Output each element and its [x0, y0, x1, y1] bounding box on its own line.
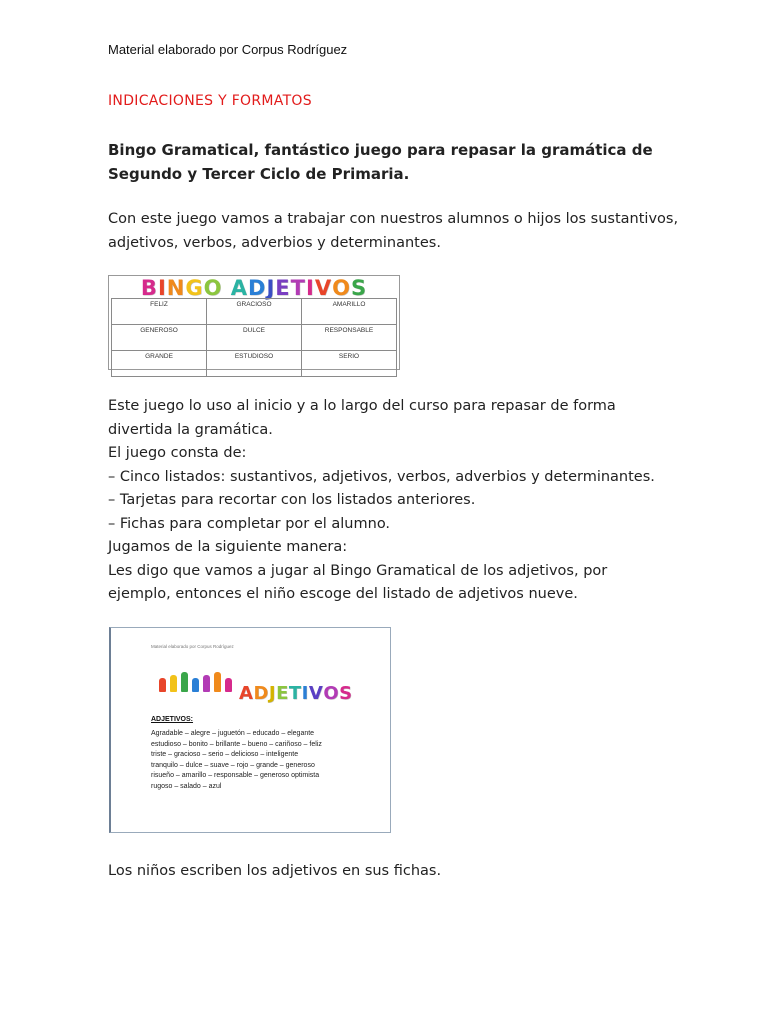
- title-letter: O: [203, 276, 223, 300]
- child-figure: [203, 675, 210, 692]
- child-figure: [170, 675, 177, 692]
- bingo-cell: AMARILLO: [302, 299, 397, 325]
- child-figure: [192, 678, 199, 692]
- children-illustration: [159, 666, 239, 692]
- title-letter: G: [185, 276, 204, 300]
- title-letter: N: [166, 276, 186, 300]
- bingo-cell: ESTUDIOSO: [207, 351, 302, 377]
- title-letter: B: [140, 276, 158, 300]
- bingo-row: [112, 299, 397, 325]
- thumbnail-header-note: Material elaborado por Corpus Rodríguez: [151, 644, 234, 649]
- title-letter: [222, 276, 230, 300]
- title-letter: S: [350, 276, 368, 300]
- child-figure: [181, 672, 188, 692]
- title-letter: D: [248, 276, 267, 300]
- child-figure: [159, 678, 166, 692]
- bingo-cell: GRACIOSO: [207, 299, 302, 325]
- bingo-card-image: [108, 275, 400, 370]
- thumbnail-heading: ADJETIVOS:: [151, 716, 194, 723]
- title-letter: T: [288, 683, 302, 704]
- title-letter: O: [323, 683, 340, 704]
- intro-title: Bingo Gramatical, fantástico juego para repasar la gramática de Segundo y Tercer Ciclo de Primaria.: [108, 141, 653, 183]
- section-title: INDICACIONES Y FORMATOS: [108, 93, 312, 109]
- thumbnail-word-list: [151, 729, 383, 793]
- bingo-cell: FELIZ: [112, 299, 207, 325]
- body-line: Les digo que vamos a jugar al Bingo Gramatical de los adjetivos, por: [108, 562, 608, 579]
- body-line: divertida la gramática.: [108, 421, 273, 438]
- body-line: – Tarjetas para recortar con los listados anteriores.: [108, 492, 476, 508]
- title-letter: E: [275, 276, 291, 300]
- child-figure: [214, 672, 221, 692]
- title-letter: J: [268, 683, 277, 704]
- body-line: Este juego lo uso al inicio y a lo largo del curso para repasar de forma: [108, 398, 616, 414]
- adjetivos-list-thumbnail: [109, 627, 391, 833]
- child-figure: [225, 678, 232, 692]
- bingo-grid: [111, 298, 397, 377]
- title-letter: I: [301, 683, 309, 704]
- title-letter: S: [339, 683, 353, 704]
- title-letter: A: [239, 683, 254, 704]
- title-letter: T: [290, 276, 306, 300]
- bingo-cell: RESPONSABLE: [302, 325, 397, 351]
- title-letter: E: [276, 683, 289, 704]
- document-header-note: Material elaborado por Corpus Rodríguez: [108, 42, 348, 57]
- title-letter: I: [305, 276, 315, 300]
- word-list-line: risueño – amarillo – responsable – generoso optimista: [151, 772, 320, 780]
- bingo-row: [112, 351, 397, 377]
- bingo-row: [112, 325, 397, 351]
- word-list-line: Agradable – alegre – juguetón – educado – elegante: [151, 730, 315, 737]
- intro-paragraph: Con este juego vamos a trabajar con nuestros alumnos o hijos los sustantivos, adjetivos, verbos, adverbios y determinantes.: [108, 211, 679, 251]
- word-list-line: tranquilo – dulce – suave – rojo – grande – generoso: [151, 761, 315, 769]
- bingo-cell: GRANDE: [112, 351, 207, 377]
- title-letter: I: [157, 276, 167, 300]
- bingo-cell: DULCE: [207, 325, 302, 351]
- title-letter: D: [253, 683, 269, 704]
- body-line: El juego consta de:: [108, 445, 247, 461]
- body-line: – Cinco listados: sustantivos, adjetivos, verbos, adverbios y determinantes.: [108, 468, 655, 485]
- body-line: Jugamos de la siguiente manera:: [108, 539, 348, 555]
- word-list-line: triste – gracioso – serio – delicioso – inteligente: [151, 751, 299, 759]
- title-letter: J: [266, 276, 276, 300]
- bingo-cell: SERIO: [302, 351, 397, 377]
- bingo-cell: GENEROSO: [112, 325, 207, 351]
- word-list-line: estudioso – bonito – brillante – bueno – cariñoso – feliz: [151, 740, 322, 748]
- closing-paragraph: Los niños escriben los adjetivos en sus fichas.: [108, 863, 442, 879]
- bingo-card-title: [109, 276, 399, 300]
- body-line: ejemplo, entonces el niño escoge del listado de adjetivos nueve.: [108, 586, 578, 602]
- title-letter: V: [314, 276, 333, 300]
- thumbnail-title: [239, 683, 353, 704]
- word-list-line: rugoso – salado – azul: [151, 782, 222, 790]
- title-letter: A: [230, 276, 249, 300]
- body-line: – Fichas para completar por el alumno.: [108, 515, 391, 532]
- body-paragraph: [108, 395, 708, 607]
- title-letter: V: [308, 683, 324, 704]
- title-letter: O: [332, 276, 351, 300]
